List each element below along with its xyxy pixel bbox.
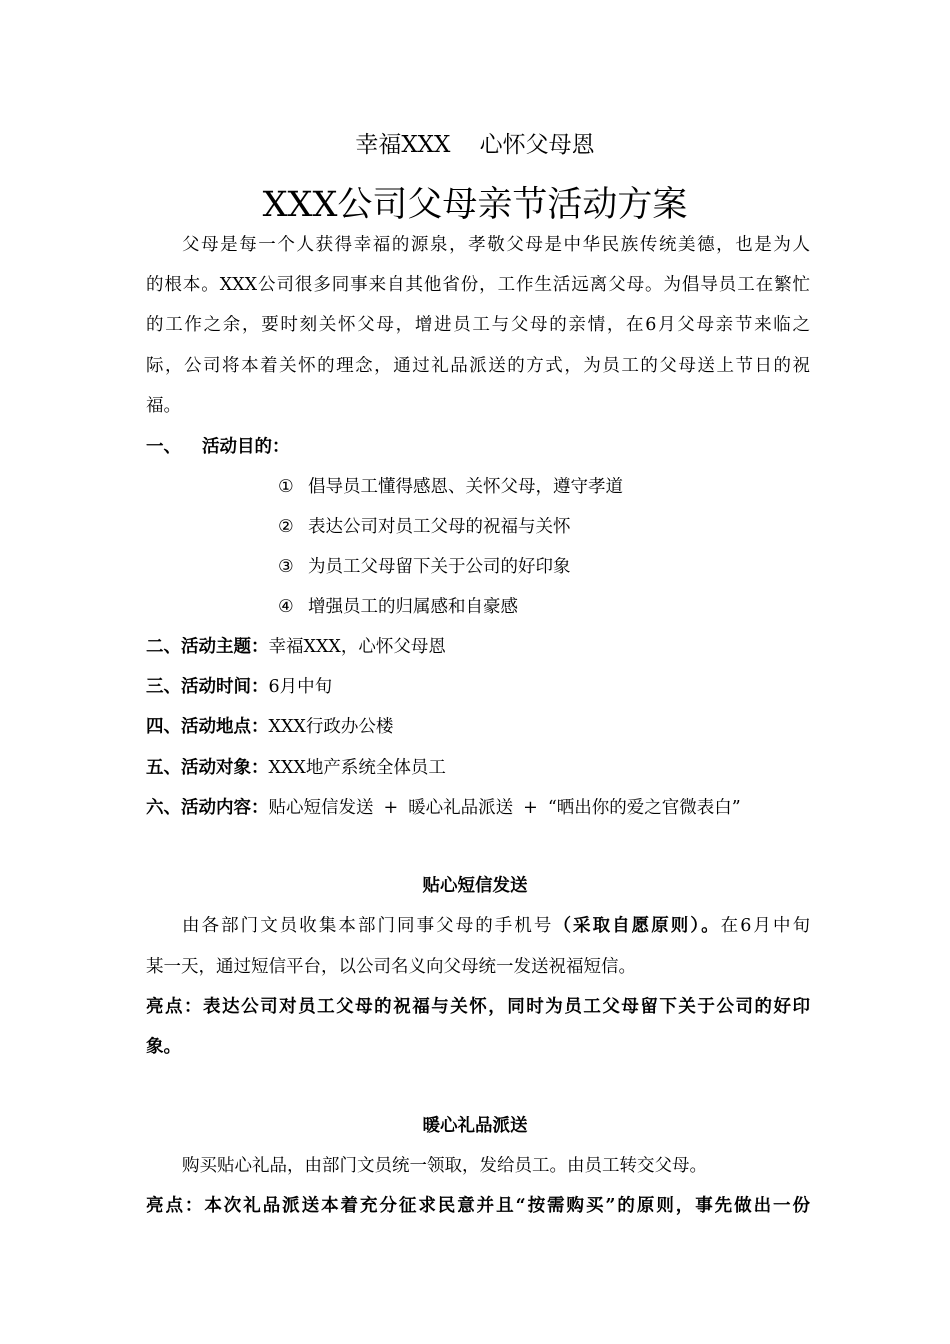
intro-line-3: 的工作之余，要时刻关怀父母，增进员工与父母的亲情，在6月父母亲节来临之 [146,315,810,335]
target-label: 五、活动对象： [146,758,269,778]
sms-principle: （采取自愿原则）。 [553,916,721,936]
goal-heading-number: 一、 [146,437,181,457]
content-label: 六、活动内容： [146,798,269,818]
target-value: XXX地产系统全体员工 [268,758,446,778]
goal-heading [146,427,810,467]
plus-sign: + [383,798,399,818]
content-item-weibo: “晒出你的爱之官微表白” [547,798,741,818]
gift-section-title: 暖心礼品派送 [422,1116,528,1136]
sms-highlight-line-1: 亮点：表达公司对员工父母的祝福与关怀，同时为员工父母留下关于公司的好印 [146,997,810,1017]
content-item-sms: 贴心短信发送 [268,798,374,818]
theme-value: 幸福XXX，心怀父母恩 [268,637,446,657]
goal-item-2 [278,507,571,547]
goal-number: ③ [278,557,294,577]
intro-line-4: 际，公司将本着关怀的理念，通过礼品派送的方式，为员工的父母送上节日的祝 [146,356,810,376]
goal-text: 为员工父母留下关于公司的好印象 [308,557,571,577]
intro-line-2: 的根本。XXX公司很多同事来自其他省份，工作生活远离父母。为倡导员工在繁忙 [146,275,810,295]
theme-row [146,627,810,667]
place-label: 四、活动地点： [146,717,269,737]
target-row [146,748,810,788]
time-label: 三、活动时间： [146,677,269,697]
place-value: XXX行政办公楼 [268,717,394,737]
place-row [146,707,810,747]
content-item-gift: 暖心礼品派送 [408,798,514,818]
goal-number: ② [278,517,294,537]
goal-number: ④ [278,597,294,617]
goal-item-3 [278,547,571,587]
gift-line-1: 购买贴心礼品，由部门文员统一领取，发给员工。由员工转交父母。 [182,1156,707,1176]
theme-label: 二、活动主题： [146,637,269,657]
sms-section-title: 贴心短信发送 [422,876,528,896]
goal-text: 倡导员工懂得感恩、关怀父母，遵守孝道 [308,477,623,497]
sms-line-2: 某一天，通过短信平台，以公司名义向父母统一发送祝福短信。 [146,957,636,977]
time-row [146,667,810,707]
goal-text: 表达公司对员工父母的祝福与关怀 [308,517,571,537]
intro-line-1: 父母是每一个人获得幸福的源泉，孝敬父母是中华民族传统美德，也是为人 [182,235,810,255]
goal-item-1 [278,467,623,507]
document-title: XXX公司父母亲节活动方案 [262,185,688,225]
sms-highlight-line-2: 象。 [146,1037,181,1057]
goal-item-4 [278,587,518,627]
time-value: 6月中旬 [268,677,333,697]
content-row [146,788,810,828]
sms-text-tail: 在6月中旬 [720,916,810,936]
sms-line-1 [182,906,810,946]
document-subtitle: 幸福XXX 心怀父母恩 [355,132,595,158]
goal-heading-label: 活动目的： [202,437,290,457]
plus-sign: + [523,798,538,818]
sms-text: 由各部门文员收集本部门同事父母的手机号 [182,916,554,936]
gift-highlight-line-1: 亮点：本次礼品派送本着充分征求民意并且“按需购买”的原则，事先做出一份 [146,1196,810,1216]
goal-number: ① [278,477,294,497]
intro-line-5: 福。 [146,396,181,416]
goal-text: 增强员工的归属感和自豪感 [308,597,518,617]
